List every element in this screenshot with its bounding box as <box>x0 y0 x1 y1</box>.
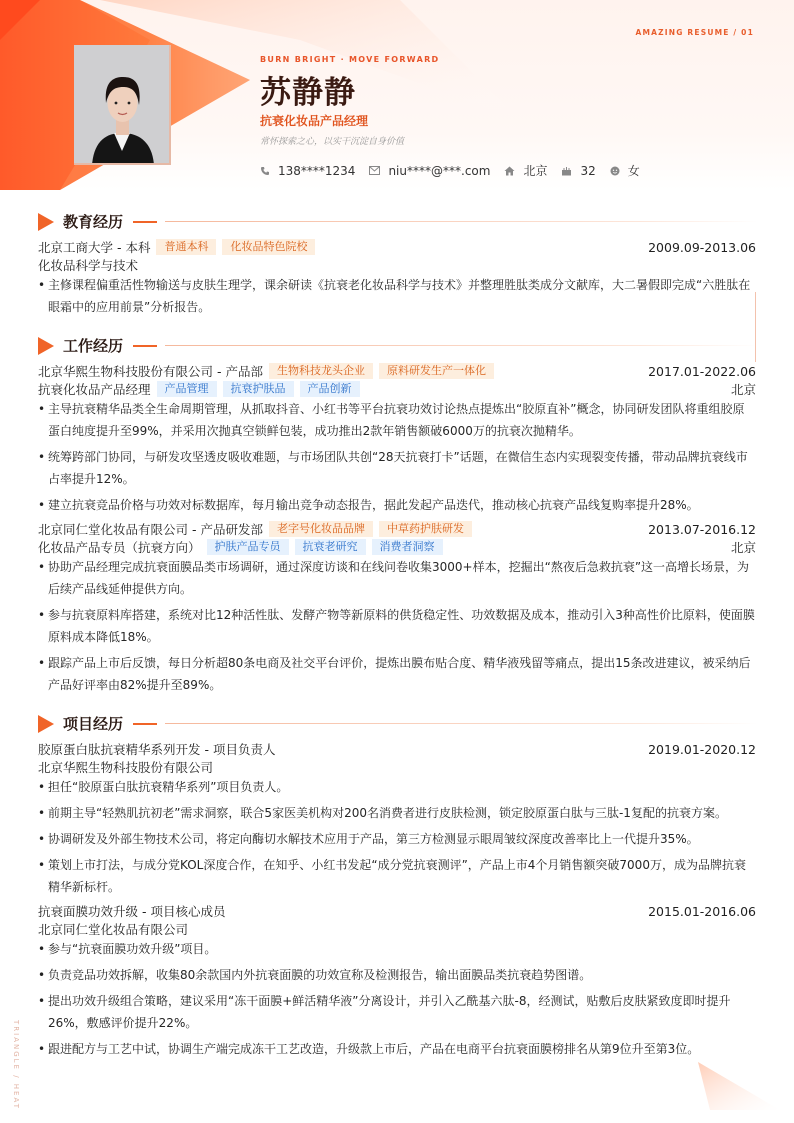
triangle-icon <box>38 715 54 733</box>
project-name: 抗衰面膜功效升级 - 项目核心成员 <box>38 904 226 919</box>
section-title: 教育经历 <box>63 213 124 231</box>
target-role: 抗衰化妆品产品经理 <box>260 114 369 128</box>
list-item: • 协调研发及外部生物技术公司，将定向酶切水解技术应用于产品，第三方检测显示眼周皱纹深度改善率比上一代提升35%。 <box>38 828 756 850</box>
position-tag: 护肤产品专员 <box>207 539 289 555</box>
title-dash <box>133 345 157 347</box>
position-name: 抗衰化妆品产品经理 <box>38 382 151 397</box>
project-name: 胶原蛋白肽抗衰精华系列开发 - 项目负责人 <box>38 742 276 757</box>
position-tag: 抗衰护肤品 <box>223 381 294 397</box>
list-item: • 主导抗衰精华品类全生命周期管理，从抓取抖音、小红书等平台抗衰功效讨论热点提炼出“胶原直补”概念，协同研发团队将重组胶原蛋白纯度提升至99%，并采用次抛真空锁鲜包装，成功推出2款年销售额破6000万的抗衰次抛精华。 <box>38 398 756 442</box>
home-icon <box>504 166 515 176</box>
contact-phone <box>260 164 355 178</box>
city-value: 北京 <box>523 164 548 178</box>
motto: 常怀探索之心，以实干沉淀自身价值 <box>260 137 405 147</box>
position-tag: 消费者洞察 <box>372 539 443 555</box>
major: 化妆品科学与技术 <box>38 258 139 273</box>
education-row <box>38 238 756 256</box>
resume-page-tag: AMAZING RESUME / 01 <box>635 28 754 37</box>
email-value: niu****@***.com <box>388 163 491 178</box>
position-tag: 产品管理 <box>157 381 217 397</box>
list-item: • 主修课程偏重活性物输送与皮肤生理学，课余研读《抗衰老化妆品科学与技术》并整理胜肽类成分文献库，大二暑假即完成“六胜肽在眼霜中的应用前景”分析报告。 <box>38 274 756 318</box>
triangle-icon <box>38 213 54 231</box>
gender-value: 女 <box>627 164 640 178</box>
title-dash <box>133 221 157 223</box>
job-position-row <box>38 538 756 556</box>
mail-icon <box>369 166 380 175</box>
job-date: 2017.01-2022.06 <box>648 363 756 379</box>
list-item: • 参与“抗衰面膜功效升级”项目。 <box>38 938 756 960</box>
project-org-row <box>38 758 756 776</box>
position-tag: 产品创新 <box>300 381 360 397</box>
list-item: • 前期主导“轻熟肌抗初老”需求洞察，联合5家医美机构对200名消费者进行皮肤检测，锁定胶原蛋白肽与三肽-1复配的抗衰方案。 <box>38 802 756 824</box>
company-tag: 原料研发生产一体化 <box>379 363 494 379</box>
list-item: • 参与抗衰原料库搭建，系统对比12种活性肽、发酵产物等新原料的供货稳定性、功效数据及成本，推动引入3种高性价比原料，使面膜原料成本降低18%。 <box>38 604 756 648</box>
company-name: 北京华熙生物科技股份有限公司 - 产品部 <box>38 364 263 379</box>
job-city: 北京 <box>730 382 756 397</box>
project-row <box>38 902 756 920</box>
job-city: 北京 <box>730 540 756 555</box>
company-tag: 老字号化妆品品牌 <box>269 521 373 537</box>
list-item: • 统筹跨部门协同，与研发攻坚透皮吸收难题，与市场团队共创“28天抗衰打卡”话题，在微信生态内实现裂变传播，带动品牌抗衰线市占率提升12%。 <box>38 446 756 490</box>
project-org-row <box>38 920 756 938</box>
project-org: 北京华熙生物科技股份有限公司 <box>38 760 214 775</box>
job-date: 2013.07-2016.12 <box>648 521 756 537</box>
list-item: • 跟进配方与工艺中试，协调生产端完成冻干工艺改造，升级款上市后，产品在电商平台抗衰面膜榜排名从第9位升至第3位。 <box>38 1038 756 1060</box>
major-row <box>38 256 756 274</box>
project-org: 北京同仁堂化妆品有限公司 <box>38 922 189 937</box>
section-title: 项目经历 <box>63 715 124 733</box>
title-dash <box>133 723 157 725</box>
position-tag: 抗衰老研究 <box>295 539 366 555</box>
list-item: • 负责竞品功效拆解，收集80余款国内外抗衰面膜的功效宣称及检测报告，输出面膜品类抗衰趋势图谱。 <box>38 964 756 986</box>
header-slogan: BURN BRIGHT · MOVE FORWARD <box>260 55 440 64</box>
title-line <box>165 345 758 346</box>
title-line <box>165 723 758 724</box>
corner-triangle-decoration <box>690 1060 790 1120</box>
project-date: 2019.01-2020.12 <box>648 741 756 757</box>
triangle-icon <box>38 337 54 355</box>
company-name: 北京同仁堂化妆品有限公司 - 产品研发部 <box>38 522 263 537</box>
list-item: • 担任“胶原蛋白肽抗衰精华系列”项目负责人。 <box>38 776 756 798</box>
school-tag: 普通本科 <box>156 239 216 255</box>
company-tag: 中草药护肤研发 <box>379 521 472 537</box>
school-tag: 化妆品特色院校 <box>222 239 315 255</box>
side-watermark: TRIANGLE / HEAT <box>12 1020 20 1110</box>
project-row <box>38 740 756 758</box>
job-company-row <box>38 362 756 380</box>
school-name: 北京工商大学 - 本科 <box>38 240 151 255</box>
company-tag: 生物科技龙头企业 <box>269 363 373 379</box>
list-item: • 策划上市打法，与成分党KOL深度合作，在知乎、小红书发起“成分党抗衰测评”，产品上市4个月销售额突破7000万，成为品牌抗衰精华新标杆。 <box>38 854 756 898</box>
position-name: 化妆品产品专员（抗衰方向） <box>38 540 201 555</box>
list-item: • 协助产品经理完成抗衰面膜品类市场调研，通过深度访谈和在线问卷收集3000+样本，挖掘出“熬夜后急救抗衰”这一高增长场景，为后续产品线延伸提供方向。 <box>38 556 756 600</box>
contact-age <box>561 164 595 178</box>
list-item: • 提出功效升级组合策略，建议采用“冻干面膜+鲜活精华液”分离设计，并引入乙酰基六肽-8，经测试，贴敷后皮肤紧致度即时提升26%，敷感评价提升22%。 <box>38 990 756 1034</box>
section-education-header <box>38 211 758 232</box>
education-date: 2009.09-2013.06 <box>648 239 756 255</box>
profile-photo <box>74 45 171 165</box>
list-item: • 跟踪产品上市后反馈，每日分析超80条电商及社交平台评价，提炼出膜布贴合度、精华液残留等痛点，提出15条改进建议，被采纳后产品好评率由82%提升至89%。 <box>38 652 756 696</box>
cake-icon <box>561 166 572 176</box>
section-projects-header <box>38 713 758 734</box>
section-work-header <box>38 335 758 356</box>
job-position-row <box>38 380 756 398</box>
phone-icon <box>260 166 270 176</box>
contact-email <box>369 164 490 178</box>
candidate-name: 苏静静 <box>260 75 356 111</box>
contact-city <box>504 162 547 179</box>
list-item: • 建立抗衰竞品价格与功效对标数据库，每月输出竞争动态报告，据此发起产品迭代，推动核心抗衰产品线复购率提升28%。 <box>38 494 756 516</box>
job-company-row <box>38 520 756 538</box>
section-title: 工作经历 <box>63 337 124 355</box>
age-value: 32 <box>580 163 596 178</box>
contact-gender <box>610 162 640 179</box>
phone-value: 138****1234 <box>278 163 356 178</box>
project-date: 2015.01-2016.06 <box>648 903 756 919</box>
gender-icon <box>610 166 620 176</box>
contact-bar <box>260 162 654 179</box>
title-line <box>165 221 758 222</box>
